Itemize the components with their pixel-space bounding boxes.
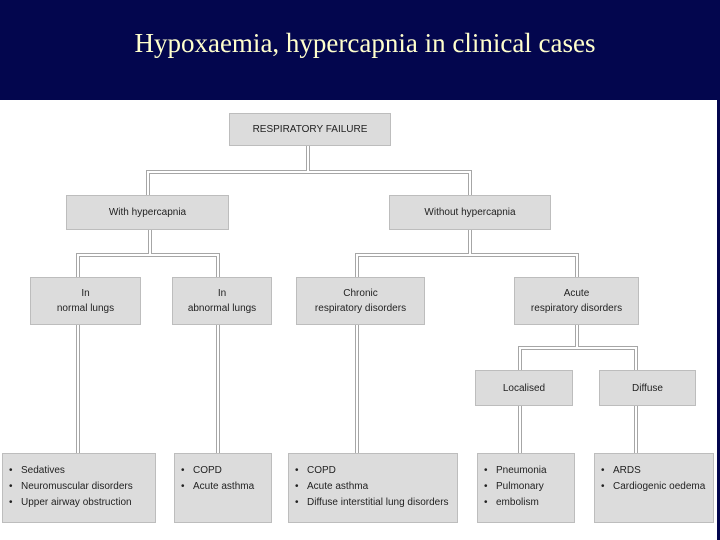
leaf-normal-lungs — [2, 453, 156, 523]
node-respiratory-failure — [229, 113, 391, 146]
node-abnormal-lungs-line2: abnormal lungs — [187, 303, 257, 314]
node-acute-line1: Acute — [563, 288, 590, 299]
list-item: • ARDS — [601, 463, 713, 479]
node-with-hypercapnia — [66, 195, 229, 230]
list-item: • COPD — [181, 463, 271, 479]
leaf-chronic-list — [289, 454, 457, 511]
leaf-abnormal-lungs-list — [175, 454, 271, 495]
list-item: • Pulmonary — [484, 479, 574, 495]
leaf-normal-lungs-list — [3, 454, 155, 511]
node-without-hypercapnia-label: Without hypercapnia — [424, 207, 516, 218]
list-item: • Sedatives — [9, 463, 155, 479]
node-acute-respiratory-disorders — [514, 277, 639, 325]
node-localised — [475, 370, 573, 406]
leaf-localised-list — [478, 454, 574, 511]
list-item: • Diffuse interstitial lung disorders — [295, 495, 457, 511]
node-without-hypercapnia — [389, 195, 551, 230]
node-diffuse — [599, 370, 696, 406]
node-chronic-line2: respiratory disorders — [314, 303, 407, 314]
list-item: • Cardiogenic oedema — [601, 479, 713, 495]
list-item: • Neuromuscular disorders — [9, 479, 155, 495]
list-item: • COPD — [295, 463, 457, 479]
node-localised-label: Localised — [502, 382, 546, 394]
node-with-hypercapnia-label: With hypercapnia — [108, 207, 187, 218]
node-respiratory-failure-label: RESPIRATORY FAILURE — [252, 124, 368, 135]
node-normal-lungs-line1: In — [81, 288, 90, 299]
list-item: • Acute asthma — [295, 479, 457, 495]
slide-title: Hypoxaemia, hypercapnia in clinical cases — [134, 28, 596, 58]
leaf-diffuse — [594, 453, 714, 523]
list-item-continued: • embolism — [484, 495, 574, 511]
node-normal-lungs-line2: normal lungs — [56, 303, 115, 314]
list-item: • Pneumonia — [484, 463, 574, 479]
connector-without-hypercapnia — [357, 230, 577, 277]
connector-with-hypercapnia — [78, 230, 218, 277]
leaf-diffuse-list — [595, 454, 713, 495]
list-item: • Upper airway obstruction — [9, 495, 155, 511]
list-item: • Acute asthma — [181, 479, 271, 495]
node-abnormal-lungs — [172, 277, 272, 325]
node-normal-lungs — [30, 277, 141, 325]
leaf-chronic — [288, 453, 458, 523]
node-acute-line2: respiratory disorders — [530, 303, 623, 314]
node-chronic-line1: Chronic — [343, 288, 378, 299]
node-diffuse-label: Diffuse — [632, 382, 663, 394]
leaf-localised — [477, 453, 575, 523]
node-abnormal-lungs-line1: In — [217, 288, 227, 299]
node-chronic-respiratory-disorders — [296, 277, 425, 325]
leaf-abnormal-lungs — [174, 453, 272, 523]
